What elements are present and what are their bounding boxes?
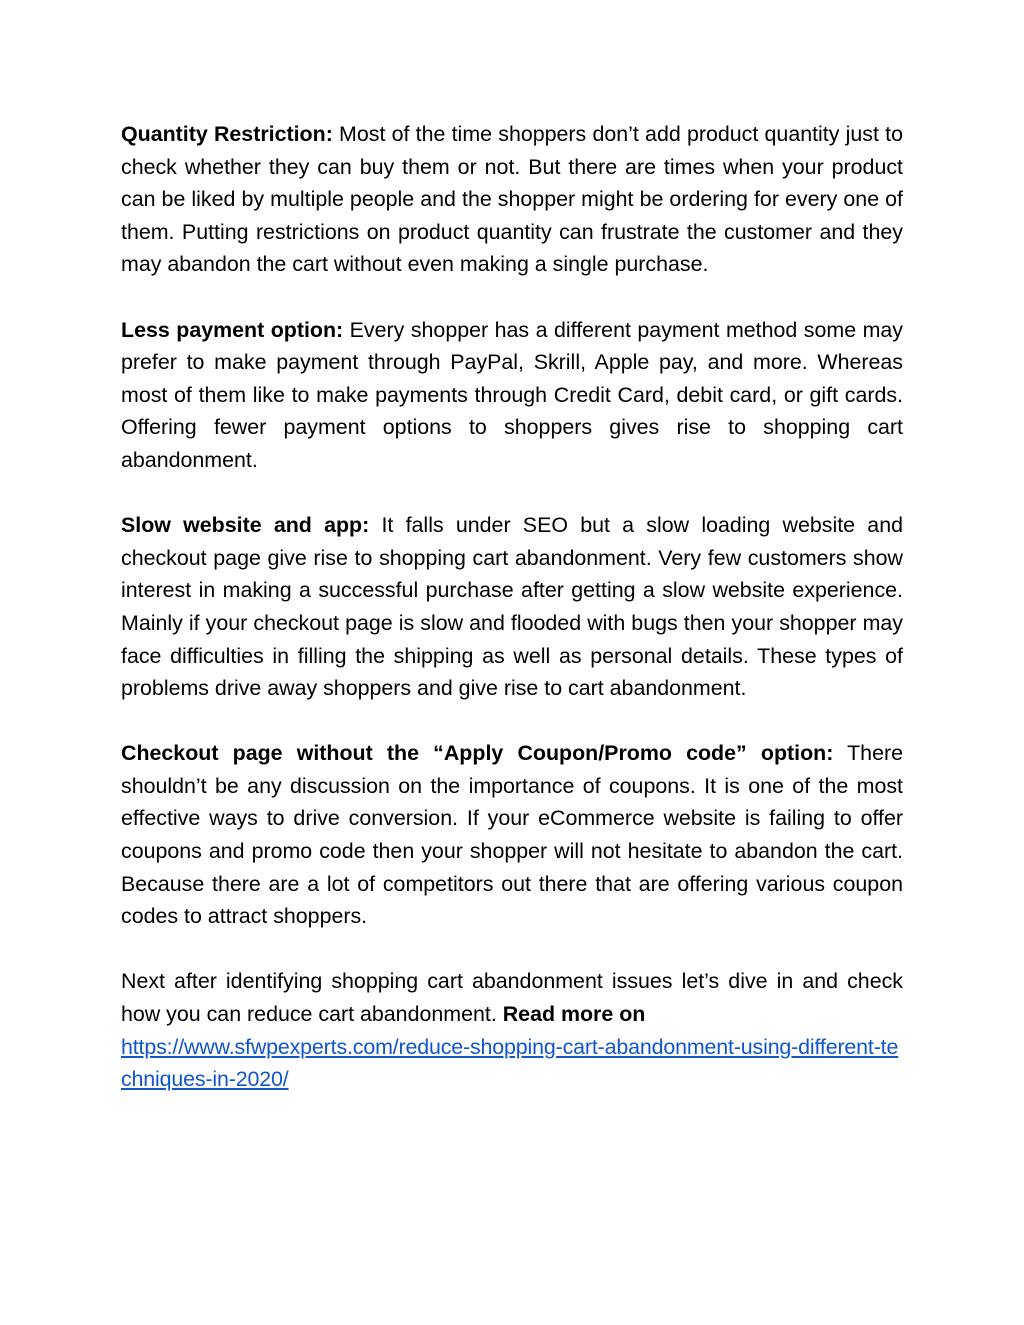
section-checkout-coupon: [121, 737, 903, 933]
closing-paragraph: [121, 965, 903, 1095]
article-link[interactable]: https://www.sfwpexperts.com/reduce-shopping-cart-abandonment-using-different-techniques-in-2020/: [121, 1034, 899, 1092]
document-page: [121, 118, 903, 1096]
section-slow-website: [121, 509, 903, 705]
section-body: There shouldn’t be any discussion on the importance of coupons. It is one of the most effective ways to drive conversion. If your eCommerce website is failing to offer coupons and promo code then your shopper will not hesitate to abandon the cart. Because there are a lot of competitors out there that are offering various coupon codes to attract shoppers.: [121, 741, 903, 929]
read-more-label: Read more on: [502, 1002, 646, 1027]
section-heading: Checkout page without the “Apply Coupon/Promo code” option:: [121, 741, 834, 766]
section-heading: Less payment option:: [121, 317, 344, 342]
section-less-payment-option: [121, 314, 903, 477]
section-heading: Quantity Restriction:: [121, 122, 333, 146]
section-body: Every shopper has a different payment method some may prefer to make payment through PayPal, Skrill, Apple pay, and more. Whereas most of them like to make payments through Credit Card, debit card, or gift cards. Offering fewer payment options to shoppers gives rise to shopping cart abandonment.: [121, 317, 903, 472]
section-heading: Slow website and app:: [121, 513, 370, 538]
section-quantity-restriction: [121, 118, 903, 281]
closing-text: Next after identifying shopping cart abandonment issues let’s dive in and check how you can reduce cart abandonment.: [121, 969, 903, 1027]
section-body: Most of the time shoppers don’t add product quantity just to check whether they can buy them or not. But there are times when your product can be liked by multiple people and the shopper might be ordering for every one of them. Putting restrictions on product quantity can frustrate the customer and they may abandon the cart without even making a single purchase.: [121, 122, 903, 277]
section-body: It falls under SEO but a slow loading website and checkout page give rise to shopping cart abandonment. Very few customers show interest in making a successful purchase after getting a slow website experience. Mainly if your checkout page is slow and flooded with bugs then your shopper may face difficulties in filling the shipping as well as personal details. These types of problems drive away shoppers and give rise to cart abandonment.: [121, 513, 903, 701]
